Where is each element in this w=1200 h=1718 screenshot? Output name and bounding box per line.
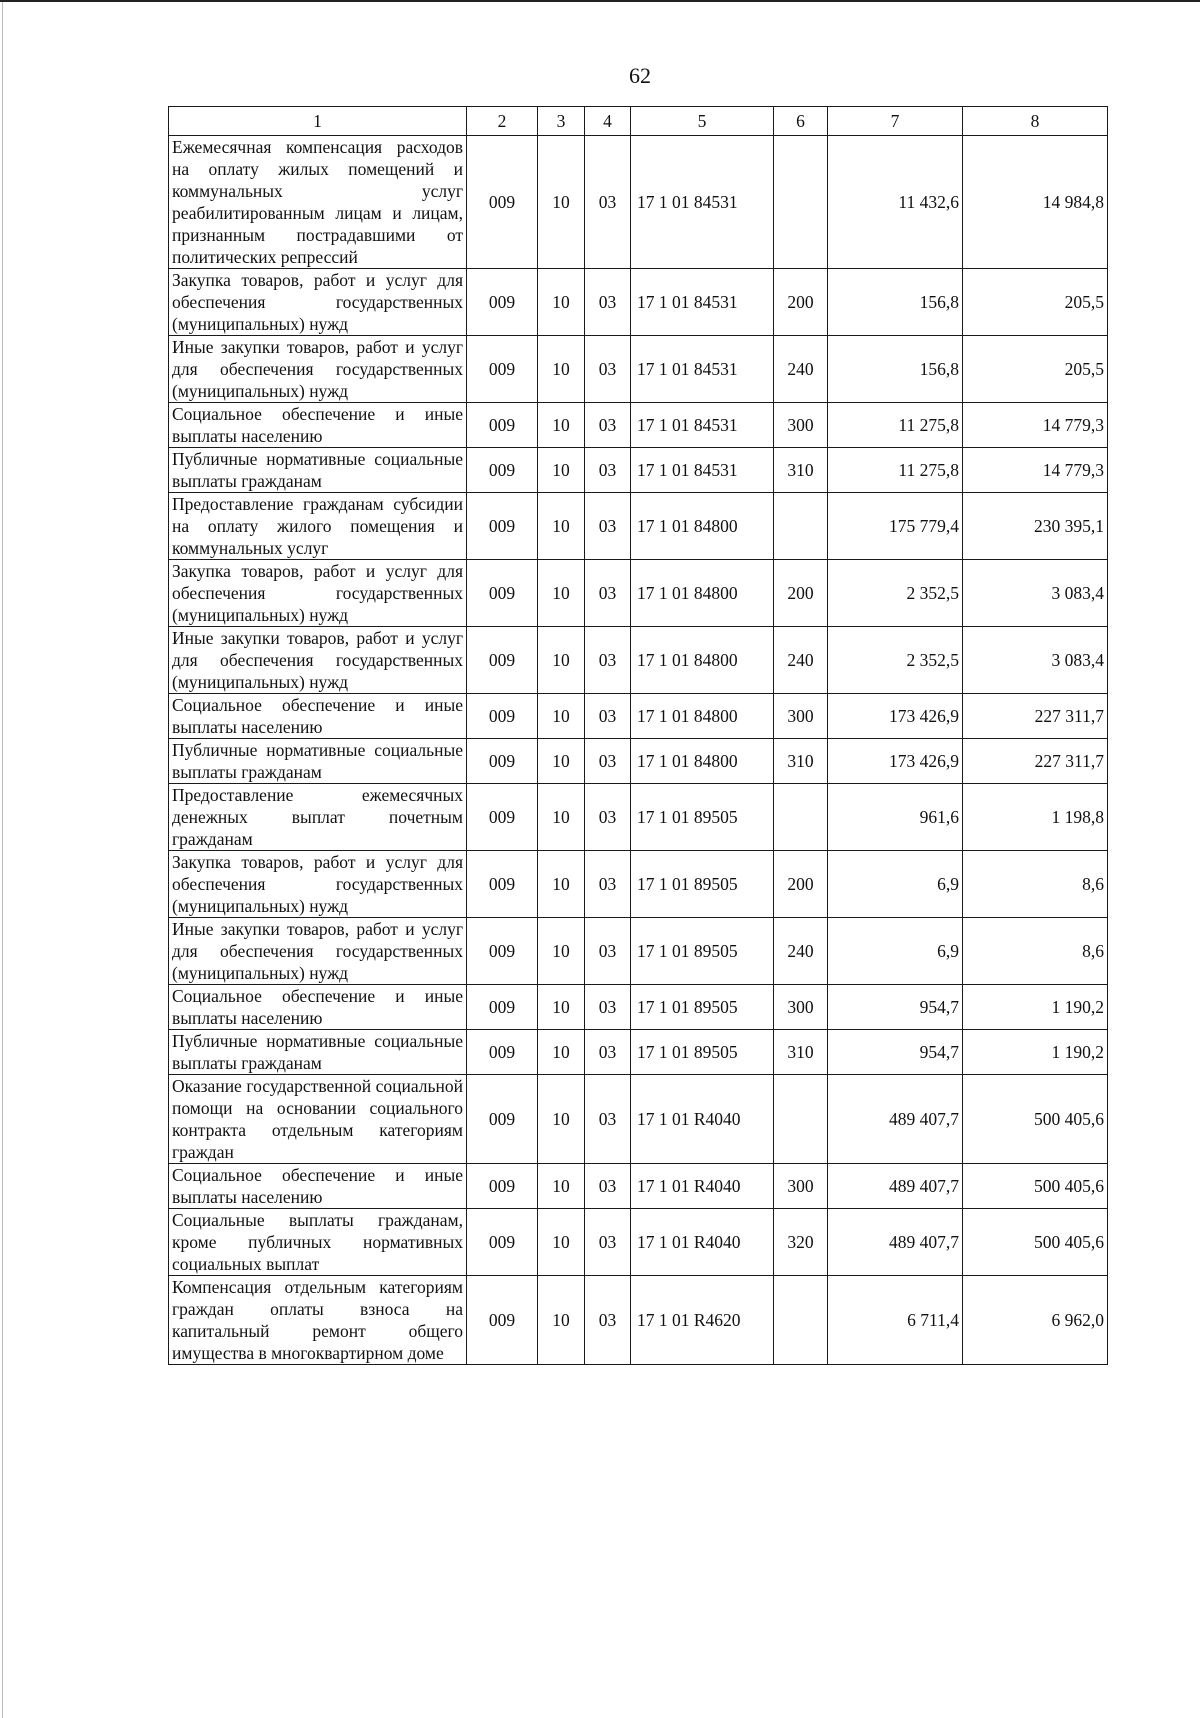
row-name-cell: Иные закупки товаров, работ и услуг для обеспечения государственных (муниципальных) нужд xyxy=(169,918,467,985)
row-code-2-cell: 009 xyxy=(467,784,538,851)
row-amount-8-cell: 205,5 xyxy=(963,336,1108,403)
header-cell-6: 6 xyxy=(774,107,828,136)
row-name-cell: Предоставление ежемесячных денежных выплат почетным гражданам xyxy=(169,784,467,851)
header-cell-4: 4 xyxy=(585,107,631,136)
header-cell-3: 3 xyxy=(538,107,585,136)
row-name-cell: Закупка товаров, работ и услуг для обеспечения государственных (муниципальных) нужд xyxy=(169,851,467,918)
row-code-2-cell: 009 xyxy=(467,1030,538,1075)
row-expense-type-cell xyxy=(774,1075,828,1164)
row-code-2-cell: 009 xyxy=(467,851,538,918)
row-amount-7-cell: 954,7 xyxy=(828,985,963,1030)
row-amount-7-cell: 2 352,5 xyxy=(828,627,963,694)
row-amount-8-cell: 500 405,6 xyxy=(963,1164,1108,1209)
row-name-cell: Оказание государственной социальной помощи на основании социального контракта отдельным категориям граждан xyxy=(169,1075,467,1164)
table-row xyxy=(169,269,1108,336)
row-amount-8-cell: 1 190,2 xyxy=(963,1030,1108,1075)
row-expense-type-cell: 200 xyxy=(774,269,828,336)
row-code-4-cell: 03 xyxy=(585,560,631,627)
row-target-article-cell: 17 1 01 R4040 xyxy=(631,1075,774,1164)
row-amount-8-cell: 227 311,7 xyxy=(963,739,1108,784)
row-name-cell: Предоставление гражданам субсидии на оплату жилого помещения и коммунальных услуг xyxy=(169,493,467,560)
scan-left-edge xyxy=(2,0,3,1718)
table-row xyxy=(169,1209,1108,1276)
row-code-3-cell: 10 xyxy=(538,1075,585,1164)
row-amount-7-cell: 156,8 xyxy=(828,269,963,336)
row-expense-type-cell: 240 xyxy=(774,918,828,985)
table-row xyxy=(169,1276,1108,1365)
row-code-3-cell: 10 xyxy=(538,918,585,985)
row-expense-type-cell: 300 xyxy=(774,985,828,1030)
row-code-2-cell: 009 xyxy=(467,985,538,1030)
row-code-3-cell: 10 xyxy=(538,1209,585,1276)
row-amount-8-cell: 500 405,6 xyxy=(963,1209,1108,1276)
table-header xyxy=(169,107,1108,136)
row-amount-8-cell: 3 083,4 xyxy=(963,560,1108,627)
row-expense-type-cell xyxy=(774,136,828,269)
row-code-2-cell: 009 xyxy=(467,1209,538,1276)
row-amount-7-cell: 489 407,7 xyxy=(828,1075,963,1164)
row-amount-7-cell: 2 352,5 xyxy=(828,560,963,627)
row-code-3-cell: 10 xyxy=(538,560,585,627)
row-code-4-cell: 03 xyxy=(585,985,631,1030)
table-row xyxy=(169,627,1108,694)
row-code-3-cell: 10 xyxy=(538,739,585,784)
row-amount-8-cell: 14 984,8 xyxy=(963,136,1108,269)
row-expense-type-cell: 320 xyxy=(774,1209,828,1276)
row-code-2-cell: 009 xyxy=(467,694,538,739)
row-code-3-cell: 10 xyxy=(538,136,585,269)
row-target-article-cell: 17 1 01 84531 xyxy=(631,336,774,403)
row-name-cell: Социальное обеспечение и иные выплаты населению xyxy=(169,403,467,448)
row-target-article-cell: 17 1 01 89505 xyxy=(631,985,774,1030)
row-amount-8-cell: 6 962,0 xyxy=(963,1276,1108,1365)
row-code-4-cell: 03 xyxy=(585,1209,631,1276)
row-code-3-cell: 10 xyxy=(538,694,585,739)
row-name-cell: Публичные нормативные социальные выплаты гражданам xyxy=(169,1030,467,1075)
row-amount-7-cell: 156,8 xyxy=(828,336,963,403)
row-amount-8-cell: 8,6 xyxy=(963,918,1108,985)
row-target-article-cell: 17 1 01 89505 xyxy=(631,918,774,985)
table-row xyxy=(169,493,1108,560)
row-target-article-cell: 17 1 01 89505 xyxy=(631,851,774,918)
row-amount-8-cell: 500 405,6 xyxy=(963,1075,1108,1164)
row-code-4-cell: 03 xyxy=(585,784,631,851)
row-code-4-cell: 03 xyxy=(585,694,631,739)
row-name-cell: Социальные выплаты гражданам, кроме публичных нормативных социальных выплат xyxy=(169,1209,467,1276)
row-code-2-cell: 009 xyxy=(467,1075,538,1164)
header-cell-2: 2 xyxy=(467,107,538,136)
row-target-article-cell: 17 1 01 84800 xyxy=(631,694,774,739)
row-target-article-cell: 17 1 01 84800 xyxy=(631,560,774,627)
row-code-4-cell: 03 xyxy=(585,1276,631,1365)
row-amount-7-cell: 6,9 xyxy=(828,851,963,918)
row-name-cell: Закупка товаров, работ и услуг для обеспечения государственных (муниципальных) нужд xyxy=(169,269,467,336)
table-row xyxy=(169,336,1108,403)
row-amount-7-cell: 11 432,6 xyxy=(828,136,963,269)
row-amount-7-cell: 173 426,9 xyxy=(828,739,963,784)
row-name-cell: Ежемесячная компенсация расходов на оплату жилых помещений и коммунальных услуг реабилитированным лицам и лицам, признанным пострадавшими от политических репрессий xyxy=(169,136,467,269)
header-cell-7: 7 xyxy=(828,107,963,136)
row-name-cell: Социальное обеспечение и иные выплаты населению xyxy=(169,985,467,1030)
row-code-3-cell: 10 xyxy=(538,448,585,493)
table-row xyxy=(169,560,1108,627)
row-amount-7-cell: 489 407,7 xyxy=(828,1209,963,1276)
row-amount-8-cell: 1 190,2 xyxy=(963,985,1108,1030)
row-code-4-cell: 03 xyxy=(585,1164,631,1209)
row-target-article-cell: 17 1 01 84800 xyxy=(631,739,774,784)
table-row xyxy=(169,851,1108,918)
row-name-cell: Социальное обеспечение и иные выплаты населению xyxy=(169,1164,467,1209)
table-row xyxy=(169,1030,1108,1075)
row-target-article-cell: 17 1 01 84800 xyxy=(631,493,774,560)
row-amount-8-cell: 205,5 xyxy=(963,269,1108,336)
row-amount-8-cell: 14 779,3 xyxy=(963,448,1108,493)
row-target-article-cell: 17 1 01 84531 xyxy=(631,269,774,336)
table-row xyxy=(169,1164,1108,1209)
row-name-cell: Публичные нормативные социальные выплаты гражданам xyxy=(169,448,467,493)
scan-edge-line xyxy=(0,0,1200,2)
row-code-4-cell: 03 xyxy=(585,336,631,403)
row-expense-type-cell: 200 xyxy=(774,851,828,918)
header-cell-8: 8 xyxy=(963,107,1108,136)
row-code-2-cell: 009 xyxy=(467,739,538,784)
row-target-article-cell: 17 1 01 84531 xyxy=(631,136,774,269)
row-code-2-cell: 009 xyxy=(467,1276,538,1365)
row-expense-type-cell: 200 xyxy=(774,560,828,627)
budget-table xyxy=(168,106,1108,1365)
row-code-3-cell: 10 xyxy=(538,1030,585,1075)
row-code-4-cell: 03 xyxy=(585,739,631,784)
row-amount-8-cell: 230 395,1 xyxy=(963,493,1108,560)
row-target-article-cell: 17 1 01 R4620 xyxy=(631,1276,774,1365)
table-row xyxy=(169,448,1108,493)
row-name-cell: Закупка товаров, работ и услуг для обеспечения государственных (муниципальных) нужд xyxy=(169,560,467,627)
row-expense-type-cell: 300 xyxy=(774,403,828,448)
row-code-4-cell: 03 xyxy=(585,627,631,694)
row-code-3-cell: 10 xyxy=(538,985,585,1030)
table-body xyxy=(169,136,1108,1365)
row-code-4-cell: 03 xyxy=(585,851,631,918)
table-row xyxy=(169,403,1108,448)
row-code-4-cell: 03 xyxy=(585,403,631,448)
row-expense-type-cell: 300 xyxy=(774,694,828,739)
row-amount-7-cell: 173 426,9 xyxy=(828,694,963,739)
row-code-2-cell: 009 xyxy=(467,918,538,985)
row-target-article-cell: 17 1 01 R4040 xyxy=(631,1209,774,1276)
row-code-3-cell: 10 xyxy=(538,851,585,918)
row-code-2-cell: 009 xyxy=(467,1164,538,1209)
row-amount-7-cell: 11 275,8 xyxy=(828,403,963,448)
row-expense-type-cell: 240 xyxy=(774,627,828,694)
row-target-article-cell: 17 1 01 89505 xyxy=(631,784,774,851)
row-expense-type-cell: 310 xyxy=(774,1030,828,1075)
row-expense-type-cell: 240 xyxy=(774,336,828,403)
header-row xyxy=(169,107,1108,136)
row-target-article-cell: 17 1 01 89505 xyxy=(631,1030,774,1075)
row-expense-type-cell: 310 xyxy=(774,448,828,493)
row-code-2-cell: 009 xyxy=(467,336,538,403)
row-amount-8-cell: 8,6 xyxy=(963,851,1108,918)
row-code-2-cell: 009 xyxy=(467,403,538,448)
row-code-3-cell: 10 xyxy=(538,269,585,336)
table-row xyxy=(169,985,1108,1030)
table-row xyxy=(169,136,1108,269)
row-name-cell: Иные закупки товаров, работ и услуг для обеспечения государственных (муниципальных) нужд xyxy=(169,627,467,694)
row-code-2-cell: 009 xyxy=(467,627,538,694)
row-code-3-cell: 10 xyxy=(538,493,585,560)
row-amount-7-cell: 489 407,7 xyxy=(828,1164,963,1209)
row-code-4-cell: 03 xyxy=(585,269,631,336)
row-code-4-cell: 03 xyxy=(585,136,631,269)
row-code-2-cell: 009 xyxy=(467,560,538,627)
row-expense-type-cell xyxy=(774,493,828,560)
row-amount-8-cell: 3 083,4 xyxy=(963,627,1108,694)
row-amount-7-cell: 11 275,8 xyxy=(828,448,963,493)
row-amount-7-cell: 954,7 xyxy=(828,1030,963,1075)
row-amount-7-cell: 6 711,4 xyxy=(828,1276,963,1365)
row-expense-type-cell xyxy=(774,784,828,851)
table-row xyxy=(169,918,1108,985)
row-target-article-cell: 17 1 01 84531 xyxy=(631,448,774,493)
row-code-4-cell: 03 xyxy=(585,1030,631,1075)
row-code-2-cell: 009 xyxy=(467,136,538,269)
row-code-4-cell: 03 xyxy=(585,493,631,560)
page-number: 62 xyxy=(629,63,651,88)
row-expense-type-cell: 310 xyxy=(774,739,828,784)
row-amount-8-cell: 227 311,7 xyxy=(963,694,1108,739)
row-amount-7-cell: 175 779,4 xyxy=(828,493,963,560)
row-target-article-cell: 17 1 01 R4040 xyxy=(631,1164,774,1209)
row-code-3-cell: 10 xyxy=(538,336,585,403)
row-target-article-cell: 17 1 01 84531 xyxy=(631,403,774,448)
row-code-3-cell: 10 xyxy=(538,784,585,851)
header-cell-1: 1 xyxy=(169,107,467,136)
row-code-3-cell: 10 xyxy=(538,627,585,694)
table-row xyxy=(169,694,1108,739)
row-amount-7-cell: 6,9 xyxy=(828,918,963,985)
row-code-4-cell: 03 xyxy=(585,918,631,985)
row-code-2-cell: 009 xyxy=(467,269,538,336)
row-expense-type-cell xyxy=(774,1276,828,1365)
table-row xyxy=(169,784,1108,851)
row-name-cell: Социальное обеспечение и иные выплаты населению xyxy=(169,694,467,739)
table-row xyxy=(169,739,1108,784)
row-expense-type-cell: 300 xyxy=(774,1164,828,1209)
row-code-3-cell: 10 xyxy=(538,403,585,448)
row-code-2-cell: 009 xyxy=(467,448,538,493)
row-target-article-cell: 17 1 01 84800 xyxy=(631,627,774,694)
row-amount-7-cell: 961,6 xyxy=(828,784,963,851)
header-cell-5: 5 xyxy=(631,107,774,136)
table-row xyxy=(169,1075,1108,1164)
row-code-4-cell: 03 xyxy=(585,448,631,493)
row-amount-8-cell: 1 198,8 xyxy=(963,784,1108,851)
row-code-3-cell: 10 xyxy=(538,1276,585,1365)
row-code-2-cell: 009 xyxy=(467,493,538,560)
row-amount-8-cell: 14 779,3 xyxy=(963,403,1108,448)
row-name-cell: Иные закупки товаров, работ и услуг для обеспечения государственных (муниципальных) нужд xyxy=(169,336,467,403)
row-name-cell: Компенсация отдельным категориям граждан оплаты взноса на капитальный ремонт общего имущества в многоквартирном доме xyxy=(169,1276,467,1365)
row-name-cell: Публичные нормативные социальные выплаты гражданам xyxy=(169,739,467,784)
row-code-4-cell: 03 xyxy=(585,1075,631,1164)
row-code-3-cell: 10 xyxy=(538,1164,585,1209)
